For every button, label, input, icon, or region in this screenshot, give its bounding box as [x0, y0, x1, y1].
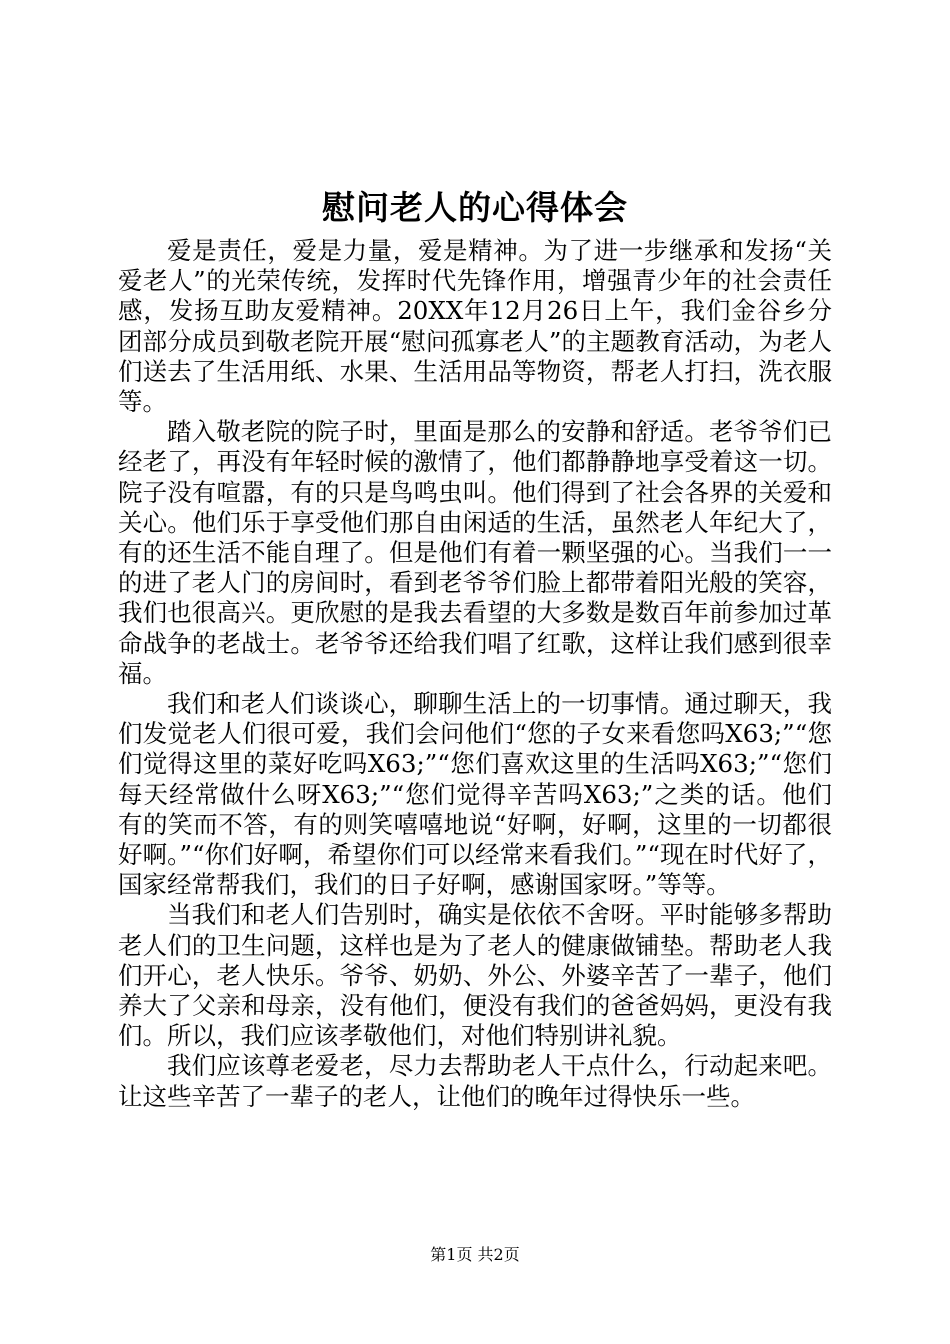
- paragraph-4: 当我们和老人们告别时，确实是依依不舍呀。平时能够多帮助老人们的卫生问题，这样也是为了老人的健康做铺垫。帮助老人我们开心，老人快乐。爷爷、奶奶、外公、外婆辛苦了一辈子，他们养大了父亲和母亲，没有他们，便没有我们的爸爸妈妈，更没有我们。所以，我们应该孝敬他们，对他们特别讲礼貌。: [118, 900, 832, 1051]
- paragraph-1: 爱是责任，爱是力量，爱是精神。为了进一步继承和发扬“关爱老人”的光荣传统，发挥时代先锋作用，增强青少年的社会责任感，发扬互助友爱精神。20XX年12月26日上午，我们金谷乡分团部分成员到敬老院开展“慰问孤寡老人”的主题教育活动，为老人们送去了生活用纸、水果、生活用品等物资，帮老人打扫，洗衣服等。: [118, 236, 832, 417]
- document-body: [118, 236, 832, 1112]
- page-footer: 第1页 共2页: [430, 1245, 520, 1264]
- document-title: 慰问老人的心得体会: [322, 188, 628, 227]
- paragraph-5: 我们应该尊老爱老，尽力去帮助老人干点什么，行动起来吧。让这些辛苦了一辈子的老人，让他们的晚年过得快乐一些。: [118, 1051, 832, 1111]
- paragraph-2: 踏入敬老院的院子时，里面是那么的安静和舒适。老爷爷们已经老了，再没有年轻时候的激情了，他们都静静地享受着这一切。院子没有喧嚣，有的只是鸟鸣虫叫。他们得到了社会各界的关爱和关心。他们乐于享受他们那自由闲适的生活，虽然老人年纪大了，有的还生活不能自理了。但是他们有着一颗坚强的心。当我们一一的进了老人门的房间时，看到老爷爷们脸上都带着阳光般的笑容，我们也很高兴。更欣慰的是我去看望的大多数是数百年前参加过革命战争的老战士。老爷爷还给我们唱了红歌，这样让我们感到很幸福。: [118, 417, 832, 688]
- paragraph-3: 我们和老人们谈谈心，聊聊生活上的一切事情。通过聊天，我们发觉老人们很可爱，我们会问他们“您的子女来看您吗X63;”“您们觉得这里的菜好吃吗X63;”“您们喜欢这里的生活吗X63;”“您们每天经常做什么呀X63;”“您们觉得辛苦吗X63;”之类的话。他们有的笑而不答，有的则笑嘻嘻地说“好啊，好啊，这里的一切都很好啊。”“你们好啊，希望你们可以经常来看我们。”“现在时代好了，国家经常帮我们，我们的日子好啊，感谢国家呀。”等等。: [118, 689, 832, 900]
